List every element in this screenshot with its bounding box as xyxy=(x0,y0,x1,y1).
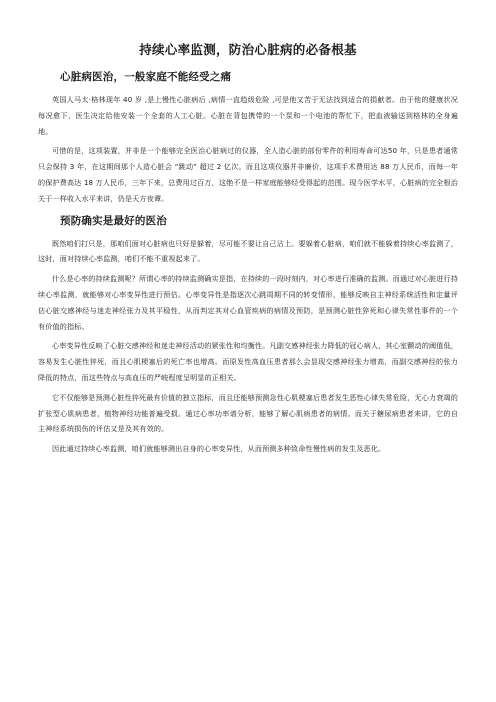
paragraph: 可惜的是，这项装置，并非是一个能够完全医治心脏病过的仪器，全人造心脏的部份零件的利用寿命可达50 年，只是患者通常只会保持 3 年，在这期间那个人造心脏会 “跳动” 超过 2 亿次。而且这项仪器并非廉价，这项手术费用达 88 万人民币，而每一年的保护费高达 18 万人民币，三年下来，总费用过百万，这绝不是一样家庭能够经受得起的范围。现今医学水平，心脏病的完全根治关于一样收入水平来讲，仍是天方夜谭。 xyxy=(38,146,458,203)
paragraph: 英国人马太·格林现年 40 岁 ,是上慢性心脏病后 ,病情一直趋级危险 ,可是他又苦于无法找到适合的捐献者。由于他的健康状况每况愈下，医生决定给他安装一个全套的人工心脏。心脏在背包携带的一个泵和一个电池的帮忙下，把血液输送到格林的全身遍地。 xyxy=(38,95,458,136)
paragraph: 什么是心率的持续监测呢？所谓心率的持续监测确实是指，在持续的一段时刻内，对心率进行准确的监测。而通过对心脏进行持续心率监测，就能够对心率变异性进行预估。心率变异性是指逐次心跳周期不同的转变情形，能够反映自主神经系统活性和定量评估心脏交感神经与迷走神经张力及其平稳性，从而判定其对心血管疾病的病情及预防，是预测心脏性猝死和心律失常性事件的一个有价值的指标。 xyxy=(38,274,458,331)
paragraph: 因此通过持续心率监测，咱们就能够测出自身的心率变异性，从而预测多种致命性慢性病的发生及恶化。 xyxy=(52,444,386,454)
document-title: 持续心率监测，防治心脏病的必备根基 xyxy=(139,42,357,57)
paragraph: 它不仅能够是预测心脏性猝死最有价值的独立指标，而且还能够预测急性心肌梗塞后患者发生恶性心律失常危险，无心力衰竭的扩张型心肌病患者，植物神经功能普遍受损。通过心率功率谱分析，能够了解心肌病患者的病情。而关于糖尿病患者来讲，它的自主神经系统损伤的评估又是及其有效的。 xyxy=(38,392,458,434)
paragraph: 心率变异性反映了心脏交感神经和迷走神经活动的紧张性和均衡性。凡副交感神经张力降低的冠心病人，其心室颤动的阈值低，容易发生心脏性猝死，而且心肌梗塞后的死亡率也增高。而原发性高血压患者那么会显现交感神经张力增高，而副交感神经的张力降低的特点，而这些特点与高血压的严峻程度呈明显的正相关。 xyxy=(38,341,458,382)
paragraph: 既然咱们打只是，那咱们面对心脏病也只好是躲着，尽可能不要让自己沾上。要躲着心脏病，咱们就不能躲着持续心率监测了，这时，面对持续心率监测，咱们不能不重视起来了。 xyxy=(38,238,458,264)
section-heading: 预防确实是最好的医治 xyxy=(60,214,167,227)
section-heading: 心脏病医治，一般家庭不能经受之痛 xyxy=(60,71,232,83)
